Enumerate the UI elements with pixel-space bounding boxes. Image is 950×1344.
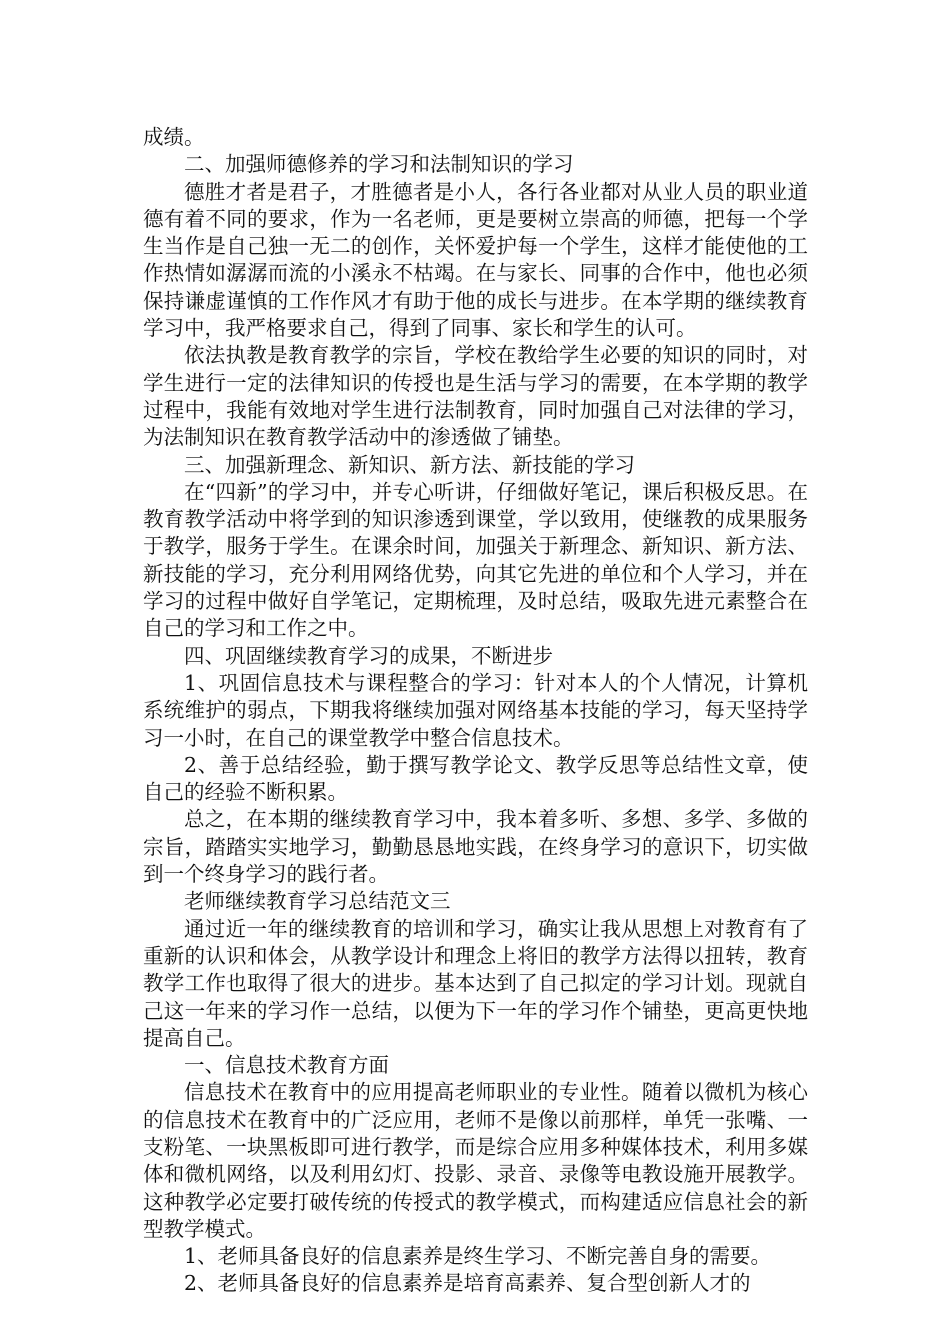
list-item: 2、善于总结经验，勤于撰写教学论文、教学反思等总结性文章，使自己的经验不断积累。 <box>143 752 808 805</box>
list-item: 2、老师具备良好的信息素养是培育高素养、复合型创新人才的 <box>184 1271 751 1296</box>
paragraph: 在“四新”的学习中，并专心听讲，仔细做好笔记，课后积极反思。在教育教学活动中将学到的知识渗透到课堂，学以致用，使继教的成果服务于教学，服务于学生。在课余时间，加强关于新理念、新知识、新方法、新技能的学习，充分利用网络优势，向其它先进的单位和个人学习，并在学习的过程中做好自学笔记，定期梳理，及时总结，吸取先进元素整合在自己的学习和工作之中。 <box>143 479 808 641</box>
paragraph: 信息技术在教育中的应用提高老师职业的专业性。随着以微机为核心的信息技术在教育中的广泛应用，老师不是像以前那样，单凭一张嘴、一支粉笔、一块黑板即可进行教学，而是综合应用多种媒体技术，利用多媒体和微机网络，以及利用幻灯、投影、录音、录像等电教设施开展教学。这种教学必定要打破传统的传授式的教学模式，而构建适应信息社会的新型教学模式。 <box>143 1080 808 1241</box>
section-heading-4: 四、巩固继续教育学习的成果，不断进步 <box>184 643 553 668</box>
section-heading-3: 三、加强新理念、新知识、新方法、新技能的学习 <box>184 452 635 477</box>
list-item: 1、巩固信息技术与课程整合的学习：针对本人的个人情况，计算机系统维护的弱点，下期我将继续加强对网络基本技能的学习，每天坚持学习一小时，在自己的课堂教学中整合信息技术。 <box>143 670 808 750</box>
paragraph: 通过近一年的继续教育的培训和学习，确实让我从思想上对教育有了重新的认识和体会，从教学设计和理念上将旧的教学方法得以扭转，教育教学工作也取得了很大的进步。基本达到了自己拟定的学习计划。现就自己这一年来的学习作一总结，以便为下一年的学习作个铺垫，更高更快地提高自己。 <box>143 916 808 1050</box>
paragraph: 德胜才者是君子，才胜德者是小人，各行各业都对从业人员的职业道德有着不同的要求，作为一名老师，更是要树立崇高的师德，把每一个学生当作是自己独一无二的创作，关怀爱护每一个学生，这样才能使他的工作热情如潺潺而流的小溪永不枯竭。在与家长、同事的合作中，他也必须保持谦虚谨慎的工作作风才有助于他的成长与进步。在本学期的继续教育学习中，我严格要求自己，得到了同事、家长和学生的认可。 <box>143 179 808 341</box>
document-body <box>143 124 808 1298</box>
section-heading-1: 一、信息技术教育方面 <box>184 1053 389 1078</box>
paragraph: 总之，在本期的继续教育学习中，我本着多听、多想、多学、多做的宗旨，踏踏实实地学习，勤勤恳恳地实践，在终身学习的意识下，切实做到一个终身学习的践行者。 <box>143 807 808 887</box>
list-item: 1、老师具备良好的信息素养是终生学习、不断完善自身的需要。 <box>184 1244 772 1269</box>
paragraph: 依法执教是教育教学的宗旨，学校在教给学生必要的知识的同时，对学生进行一定的法律知识的传授也是生活与学习的需要，在本学期的教学过程中，我能有效地对学生进行法制教育，同时加强自己对法律的学习，为法制知识在教育教学活动中的渗透做了铺垫。 <box>143 343 808 450</box>
section-heading-2: 二、加强师德修养的学习和法制知识的学习 <box>184 152 574 177</box>
paragraph-continuation: 成绩。 <box>143 125 205 149</box>
article-title: 老师继续教育学习总结范文三 <box>184 889 451 914</box>
